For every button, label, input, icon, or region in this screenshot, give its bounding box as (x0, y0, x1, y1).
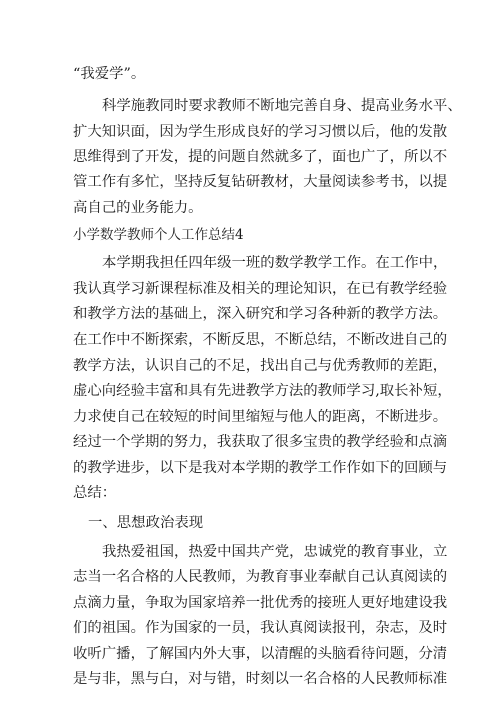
text-line: 经过一个学期的努力，我获取了很多宝贵的教学经验和点滴 (73, 434, 448, 450)
text-line: 的教学进步，以下是我对本学期的教学工作作如下的回顾与 (73, 460, 448, 476)
text-line: 们的祖国。作为国家的一员，我认真阅读报刊，杂志，及时 (73, 620, 448, 636)
text-line: 力求使自己在较短的时间里缩短与他人的距离，不断进步。 (73, 409, 448, 425)
text-line: 我热爱祖国，热爱中国共产党，忠诚党的教育事业，立 (102, 544, 448, 560)
section-subheading: 一、思想政治表现 (88, 515, 204, 531)
text-line: 思维得到了开发，提的问题自然就多了，面也广了，所以不 (73, 149, 448, 165)
text-line: 总结： (73, 485, 117, 501)
section-title: 小学数学教师个人工作总结4 (73, 227, 244, 243)
text-line: 收听广播，了解国内外大事，以清醒的头脑看待问题，分清 (73, 646, 448, 662)
text-line: 管工作有多忙，坚持反复钻研教材，大量阅读参考书，以提 (73, 174, 448, 190)
text-line: 科学施教同时要求教师不断地完善自身、提高业务水平、 (102, 98, 462, 114)
text-line: 高自己的业务能力。 (73, 200, 203, 216)
text-line: 虚心向经验丰富和具有先进教学方法的教师学习,取长补短， (73, 383, 452, 399)
text-line: 点滴力量，争取为国家培养一批优秀的接班人更好地建设我 (73, 595, 448, 611)
text-line: 志当一名合格的人民教师，为教育事业奉献自己认真阅读的 (73, 569, 448, 585)
text-line: 教学方法，认识自己的不足，找出自己与优秀教师的差距， (73, 358, 448, 374)
text-line: 扩大知识面，因为学生形成良好的学习习惯以后，他的发散 (73, 124, 448, 140)
text-line: 和教学方法的基础上，深入研究和学习各种新的教学方法。 (73, 306, 448, 322)
text-line: 我认真学习新课程标准及相关的理论知识，在已有教学经验 (73, 281, 448, 297)
text-line: 本学期我担任四年级一班的数学教学工作。在工作中， (102, 255, 448, 271)
text-line: 是与非，黑与白，对与错，时刻以一名合格的人民教师标准 (73, 671, 448, 687)
text-line: 在工作中不断探索，不断反思，不断总结，不断改进自己的 (73, 332, 448, 348)
text-line: “我爱学”。 (73, 66, 146, 82)
